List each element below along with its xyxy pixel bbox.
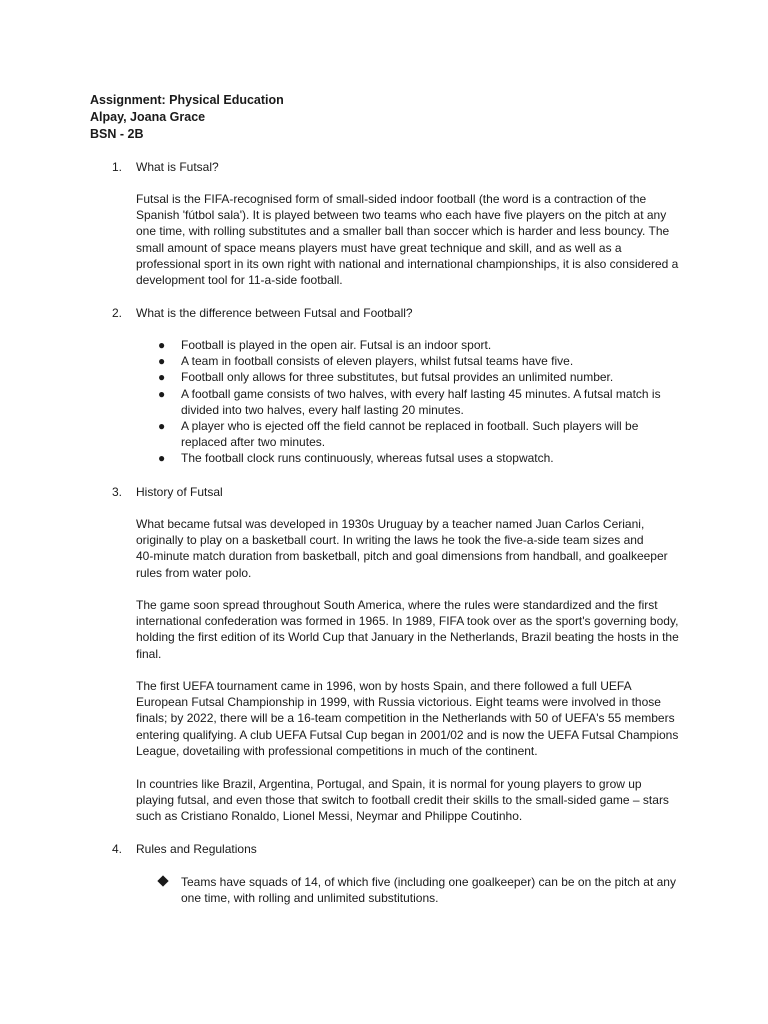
paragraph-line: What became futsal was developed in 1930s Uruguay by a teacher named Juan Carlos Ceriani, [136,517,645,531]
paragraph-line: rules from water polo. [136,565,252,580]
paragraph-line: European Futsal Championship in 1999, with Russia victorious. Eight teams were involved in those [136,695,661,710]
section-1-paragraph [136,191,679,288]
paragraph-line: final. [136,646,162,661]
paragraph-line: international confederation was formed in 1965. In 1989, FIFA took over as the sport's governing body, [136,614,679,629]
paragraph-line: originally to play on a basketball court. In writing the laws he took the five-a-side team sizes and [136,533,644,548]
section-title: What is Futsal? [136,160,219,174]
document-header [90,92,284,143]
list-item-text: The football clock runs continuously, whereas futsal uses a stopwatch. [181,451,554,466]
list-item [136,418,681,450]
section-number: 4. [112,842,123,856]
diamond-bullet-icon [157,875,168,886]
bullet-icon: ● [158,386,166,401]
list-item [136,450,681,466]
paragraph-line: finals; by 2022, there will be a 16-team competition in the Netherlands with 50 of UEFA's 55 members [136,711,675,726]
section-title: What is the difference between Futsal and Football? [136,306,413,320]
list-item-text: A player who is ejected off the field cannot be replaced in football. Such players will be [181,419,639,434]
rules-list [136,874,681,906]
bullet-icon: ● [158,370,166,385]
student-section: BSN - 2B [90,127,144,141]
paragraph-line: League, dovetailing with professional competitions in much of the continent. [136,743,538,758]
list-item-text: Football only allows for three substitutes, but futsal provides an unlimited number. [181,370,614,385]
section-number: 3. [112,485,123,499]
list-item [136,874,681,906]
list-item-text: one time, with rolling and unlimited substitutions. [181,891,439,906]
paragraph-line: one time, with rolling substitutes and a smaller ball than soccer which is harder and less bouncy. The [136,224,670,239]
paragraph-line: holding the first edition of its World Cup that January in the Netherlands, Brazil beating the hosts in the [136,630,679,645]
paragraph-line: In countries like Brazil, Argentina, Portugal, and Spain, it is normal for young players to grow up [136,777,642,791]
list-item-text: Teams have squads of 14, of which five (including one goalkeeper) can be on the pitch at any [181,875,676,889]
section-title: Rules and Regulations [136,842,257,856]
bullet-icon: ● [158,419,166,434]
paragraph-line: The game soon spread throughout South America, where the rules were standardized and the first [136,598,658,612]
list-item-text: Football is played in the open air. Futsal is an indoor sport. [181,338,492,352]
list-item [136,369,681,385]
history-paragraph-1 [136,516,676,581]
paragraph-line: development tool for 11-a-side football. [136,273,343,288]
differences-list [136,337,681,467]
list-item [136,353,681,369]
bullet-icon: ● [158,451,166,466]
list-item-text: A team in football consists of eleven players, whilst futsal teams have five. [181,354,574,369]
list-item-text: A football game consists of two halves, with every half lasting 45 minutes. A futsal match is [181,386,661,401]
list-item-text: replaced after two minutes. [181,435,326,450]
paragraph-line: Futsal is the FIFA-recognised form of small-sided indoor football (the word is a contraction of the [136,192,647,206]
paragraph-line: playing futsal, and even those that switch to football credit their skills to the small-sided game – stars [136,793,669,808]
bullet-icon: ● [158,338,166,352]
paragraph-line: entering qualifying. A club UEFA Futsal Cup began in 2001/02 and is now the UEFA Futsal Champions [136,727,679,742]
paragraph-line: small amount of space means players must have great technique and skill, and as well as a [136,240,622,255]
section-number: 1. [112,160,123,174]
section-number: 2. [112,306,123,320]
paragraph-line: 40-minute match duration from basketball, pitch and goal dimensions from handball, and goalkeeper [136,549,668,564]
list-item [136,386,681,418]
student-name: Alpay, Joana Grace [90,110,206,124]
paragraph-line: such as Cristiano Ronaldo, Lionel Messi, Neymar and Philippe Coutinho. [136,809,523,824]
paragraph-line: The first UEFA tournament came in 1996, won by hosts Spain, and there followed a full UEFA [136,679,632,693]
paragraph-line: professional sport in its own right with national and international championships, it is also considered a [136,256,679,271]
bullet-icon: ● [158,354,166,369]
section-title: History of Futsal [136,485,223,499]
history-paragraph-3 [136,678,679,759]
list-item [136,337,681,353]
list-item-text: divided into two halves, every half lasting 20 minutes. [181,402,464,417]
history-paragraph-2 [136,597,679,662]
assignment-title: Assignment: Physical Education [90,93,284,107]
paragraph-line: Spanish 'fútbol sala'). It is played between two teams who each have five players on the pitch at any [136,208,667,223]
history-paragraph-4 [136,776,676,825]
